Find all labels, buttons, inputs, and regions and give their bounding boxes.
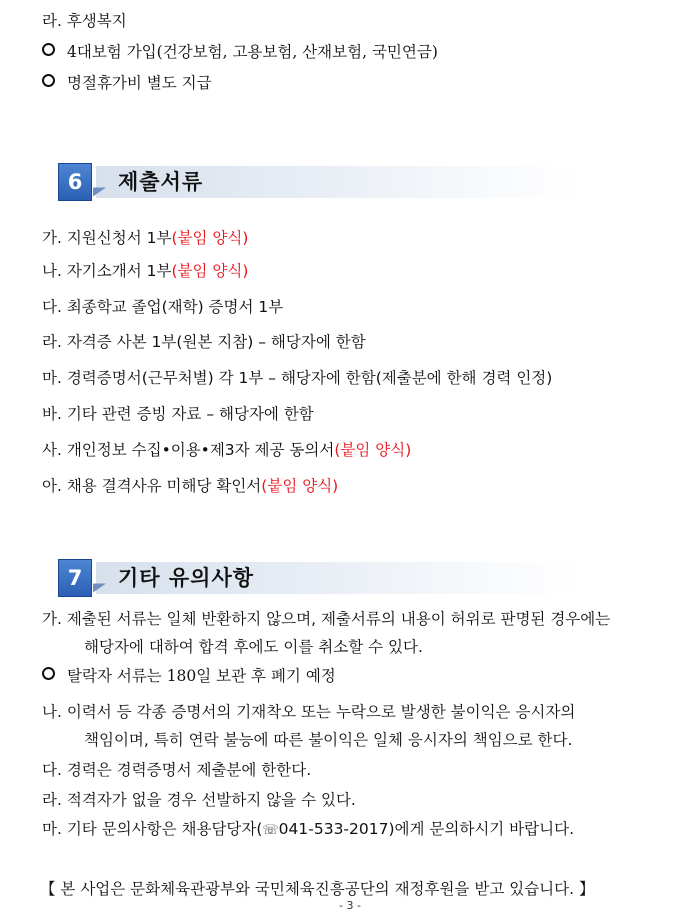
note-na-line-1: 나. 이력서 등 각종 증명서의 기재착오 또는 누락으로 발생한 불이익은 응시자의 bbox=[42, 703, 576, 721]
doc-item-2 bbox=[42, 261, 248, 281]
doc-item-5 bbox=[42, 368, 552, 388]
note-da: 다. 경력은 경력증명서 제출분에 한한다. bbox=[42, 761, 312, 779]
doc-item-8 bbox=[42, 476, 338, 496]
note-ga-bullet bbox=[42, 666, 336, 686]
doc-item-1-note: (붙임 양식) bbox=[171, 229, 249, 247]
doc-item-2-note: (붙임 양식) bbox=[171, 262, 249, 280]
section-7-number: 7 bbox=[58, 559, 92, 597]
doc-item-4 bbox=[42, 332, 366, 352]
welfare-bullet-1 bbox=[42, 42, 438, 62]
circle-bullet-icon bbox=[42, 43, 55, 56]
note-ga-bullet-text: 탈락자 서류는 180일 보관 후 폐기 예정 bbox=[67, 667, 336, 685]
welfare-bullet-2-text: 명절휴가비 별도 지급 bbox=[67, 74, 212, 92]
section-6-header bbox=[58, 163, 578, 201]
section-7-title: 기타 유의사항 bbox=[118, 566, 255, 590]
note-na-line-2: 책임이며, 특히 연락 불능에 따른 불이익은 일체 응시자의 책임으로 한다. bbox=[84, 731, 573, 749]
note-ga-line-1: 가. 제출된 서류는 일체 반환하지 않으며, 제출서류의 내용이 허위로 판명된 경우에는 bbox=[42, 610, 611, 628]
doc-item-1-text: 가. 지원신청서 1부 bbox=[42, 229, 172, 247]
section-7-header bbox=[58, 559, 578, 597]
note-ma bbox=[42, 819, 574, 841]
sponsorship-note: 【 본 사업은 문화체육관광부와 국민체육진흥공단의 재정후원을 받고 있습니다. 】 bbox=[40, 880, 595, 898]
note-ma-suffix: 041-533-2017)에게 문의하시기 바랍니다. bbox=[278, 820, 575, 838]
doc-item-4-text: 라. 자격증 사본 1부(원본 지참) – 해당자에 한함 bbox=[42, 333, 366, 351]
note-ra: 라. 적격자가 없을 경우 선발하지 않을 수 있다. bbox=[42, 791, 356, 809]
doc-item-1 bbox=[42, 228, 248, 248]
doc-item-7-note: (붙임 양식) bbox=[334, 441, 412, 459]
circle-bullet-icon bbox=[42, 74, 55, 87]
doc-item-7-text: 사. 개인정보 수집•이용•제3자 제공 동의서 bbox=[42, 441, 335, 459]
note-ma-prefix: 마. 기타 문의사항은 채용담당자( bbox=[42, 820, 263, 838]
welfare-heading: 라. 후생복지 bbox=[42, 12, 127, 30]
welfare-bullet-2 bbox=[42, 73, 212, 93]
page-number: - 3 - bbox=[339, 899, 361, 912]
doc-item-3-text: 다. 최종학교 졸업(재학) 증명서 1부 bbox=[42, 298, 284, 316]
doc-item-8-text: 아. 채용 결격사유 미해당 확인서 bbox=[42, 477, 262, 495]
section-6-title: 제출서류 bbox=[118, 170, 204, 194]
doc-item-8-note: (붙임 양식) bbox=[261, 477, 339, 495]
doc-item-7 bbox=[42, 440, 411, 460]
doc-item-3 bbox=[42, 297, 283, 317]
section-6-number: 6 bbox=[58, 163, 92, 201]
circle-bullet-icon bbox=[42, 667, 55, 680]
doc-item-6-text: 바. 기타 관련 증빙 자료 – 해당자에 한함 bbox=[42, 405, 314, 423]
phone-icon: ☏ bbox=[262, 823, 279, 838]
doc-item-5-text: 마. 경력증명서(근무처별) 각 1부 – 해당자에 한함(제출분에 한해 경력 인정) bbox=[42, 369, 553, 387]
doc-item-6 bbox=[42, 404, 314, 424]
note-ga-line-2: 해당자에 대하여 합격 후에도 이를 취소할 수 있다. bbox=[84, 638, 423, 656]
welfare-bullet-1-text: 4대보험 가입(건강보험, 고용보험, 산재보험, 국민연금) bbox=[67, 43, 438, 61]
doc-item-2-text: 나. 자기소개서 1부 bbox=[42, 262, 172, 280]
